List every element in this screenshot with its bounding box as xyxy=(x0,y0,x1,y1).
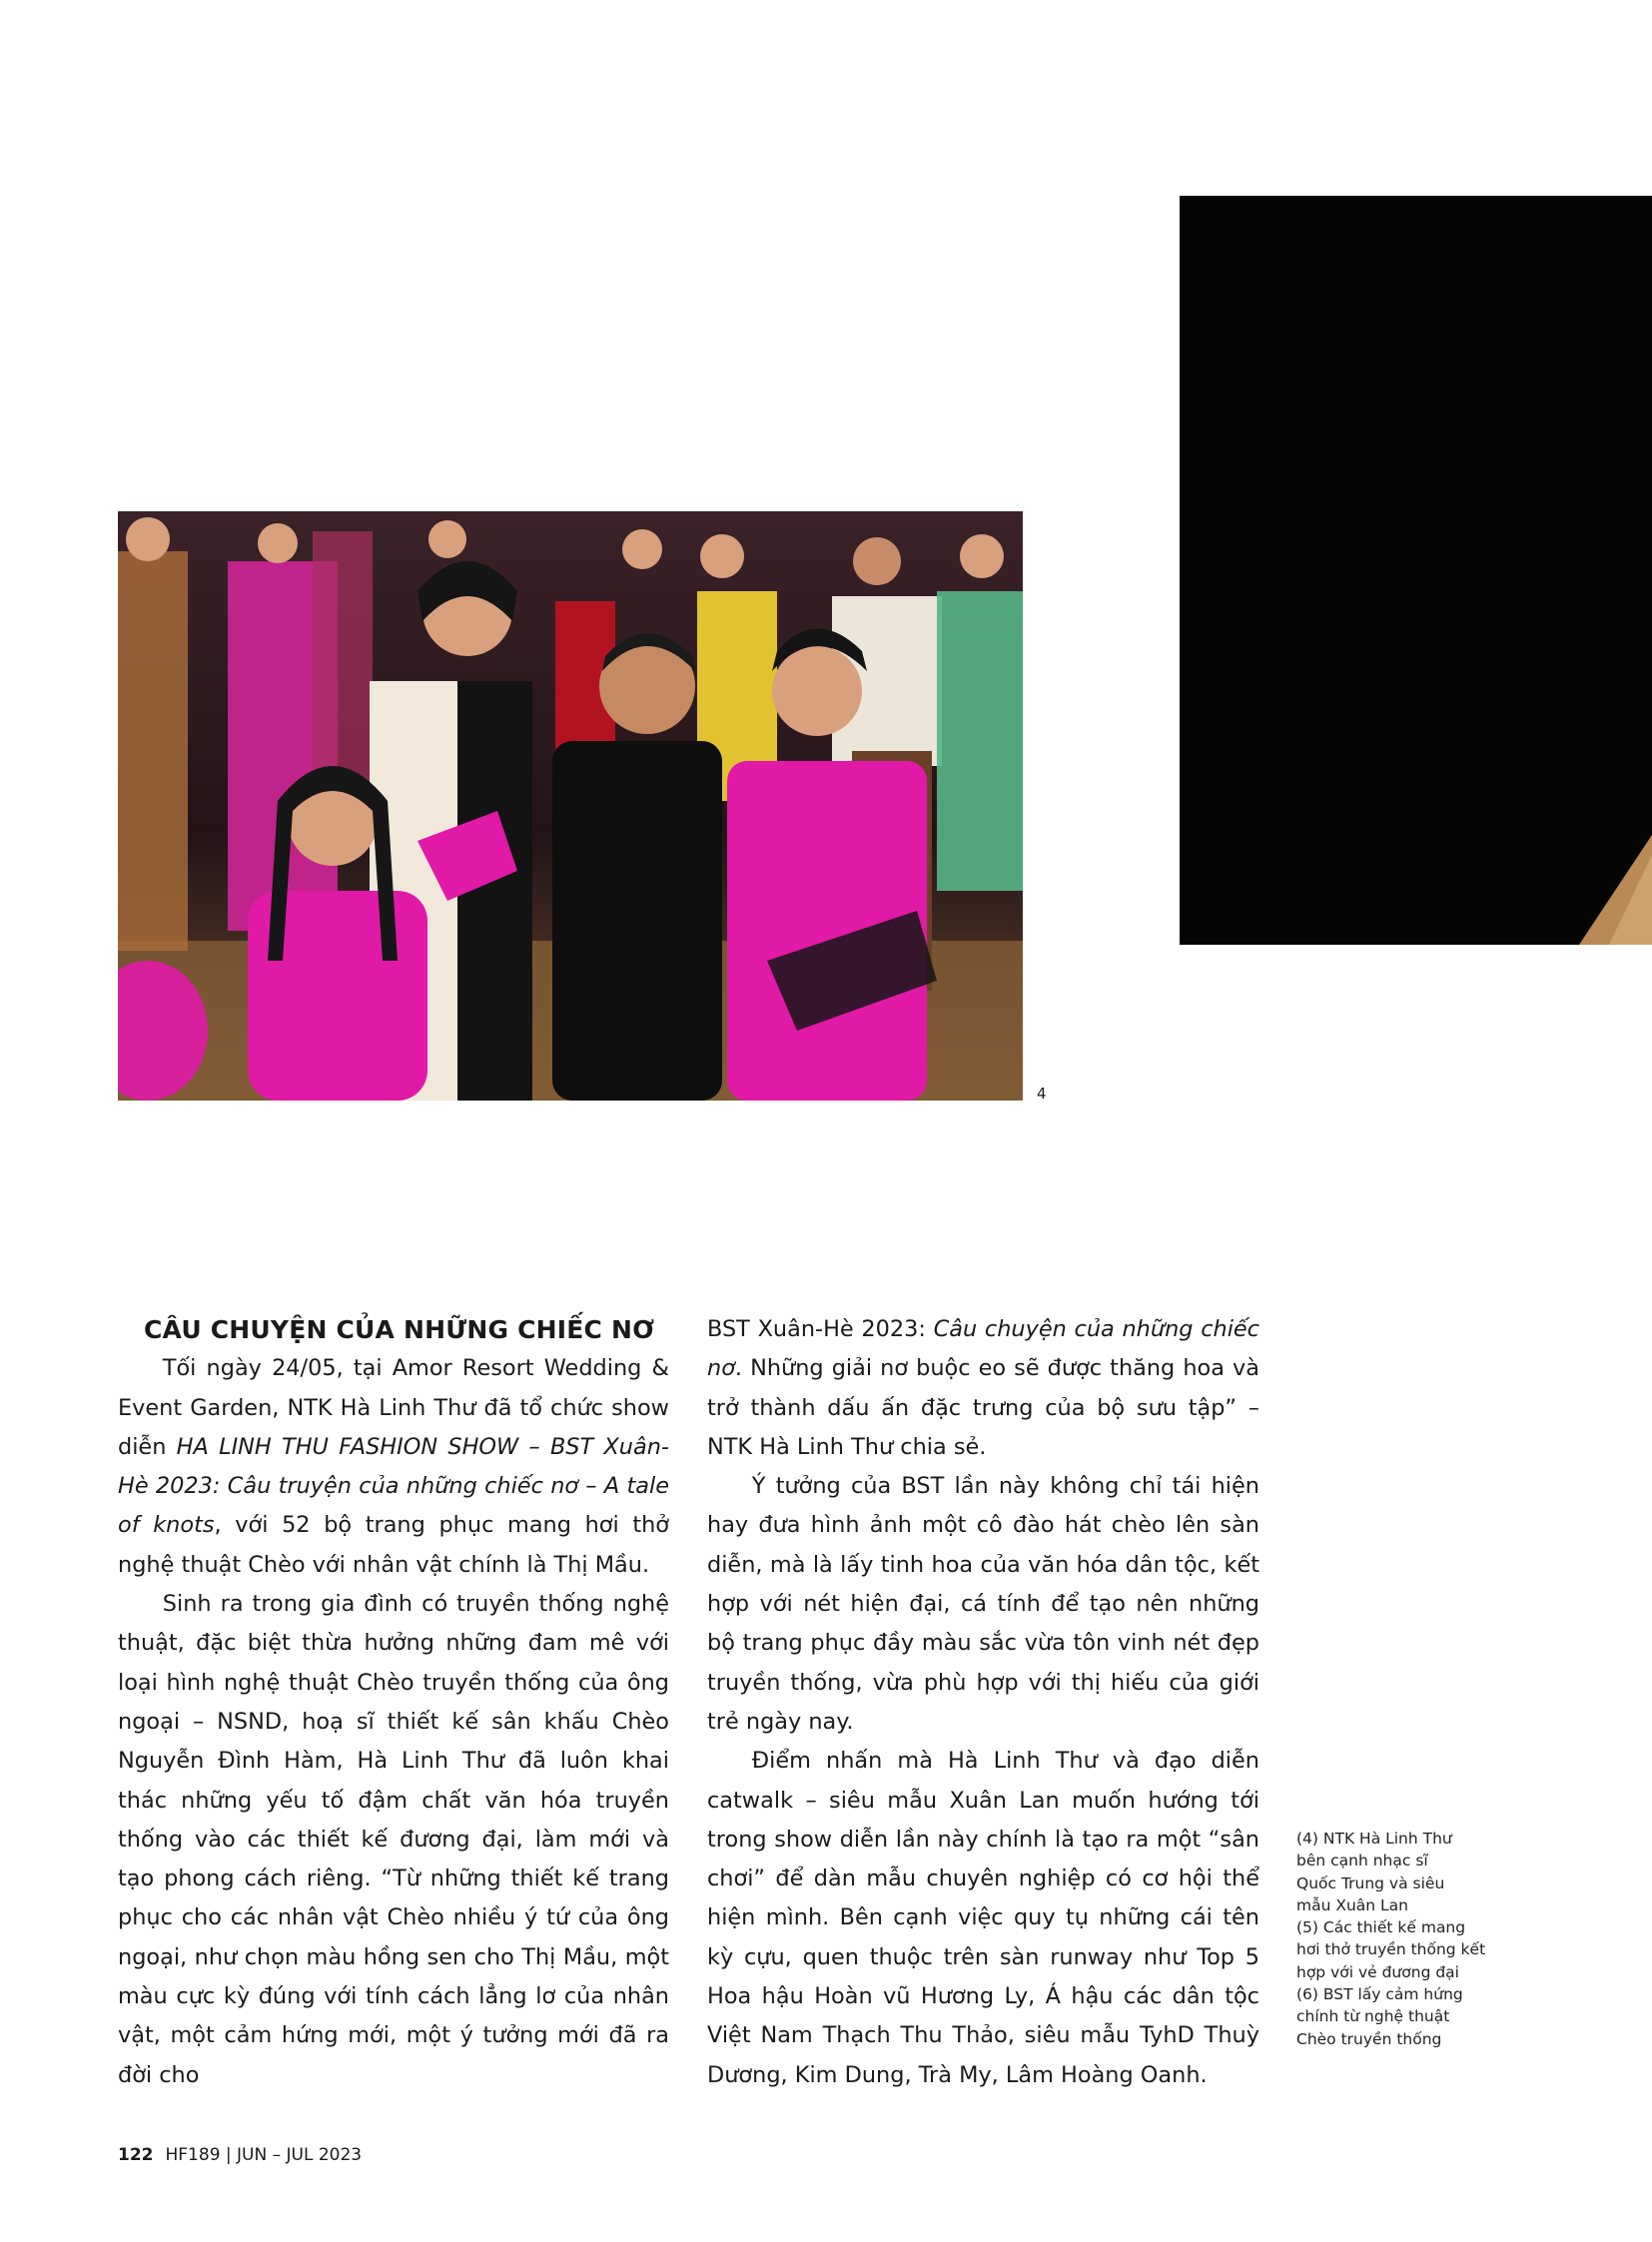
photo-4-number: 4 xyxy=(1037,1085,1047,1103)
page-footer xyxy=(118,2145,362,2165)
col1-p1-text-a: Tối ngày 24/05, tại Amor Resort Wedding & Event Garden, NTK Hà Linh Thư đã tổ chức show diễn xyxy=(118,1355,669,1460)
col2-p1-text-a: BST Xuân-Hè 2023: xyxy=(707,1316,934,1342)
col1-paragraph-2: Sinh ra trong gia đình có truyền thống nghệ thuật, đặc biệt thừa hưởng những đam mê với loại hình nghệ thuật Chèo truyền thống của ông ngoại – NSND, hoạ sĩ thiết kế sân khấu Chèo Nguyễn Đình Hàm, Hà Linh Thư đã luôn khai thác những yếu tố đậm chất văn hóa truyền thống vào các thiết kế đương đại, làm mới và tạo phong cách riêng. “Từ những thiết kế trang phục cho các nhân vật Chèo nhiều ý tứ của ông ngoại, như chọn màu hồng sen cho Thị Mầu, một màu cực kỳ đúng với tính cách lẳng lơ của nhân vật, một cảm hứng mới, một ý tưởng mới đã ra đời cho xyxy=(118,1591,669,2088)
issue-info: HF189 | JUN – JUL 2023 xyxy=(165,2145,363,2165)
col2-paragraph-3: Điểm nhấn mà Hà Linh Thư và đạo diễn catwalk – siêu mẫu Xuân Lan muốn hướng tới trong show diễn lần này chính là tạo ra một “sân chơi” để dàn mẫu chuyên nghiệp có cơ hội thể hiện mình. Bên cạnh việc quy tụ những cái tên kỳ cựu, quen thuộc trên sàn runway như Top 5 Hoa hậu Hoàn vũ Hương Ly, Á hậu các dân tộc Việt Nam Thạch Thu Thảo, siêu mẫu TyhD Thuỳ Dương, Kim Dung, Trà My, Lâm Hoàng Oanh. xyxy=(707,1748,1259,2088)
col2-p1-text-b: . Những giải nơ buộc eo sẽ được thăng hoa và trở thành dấu ấn đặc trưng của bộ sưu tập” – NTK Hà Linh Thư chia sẻ. xyxy=(707,1355,1259,1460)
article-photo-4 xyxy=(118,511,1023,1101)
page-number: 122 xyxy=(118,2145,154,2165)
col2-paragraph-1 xyxy=(707,1310,1259,1467)
article-title: CÂU CHUYỆN CỦA NHỮNG CHIẾC NƠ xyxy=(144,1315,655,1344)
caption-6: (6) BST lấy cảm hứng chính từ nghệ thuật Chèo truyền thống xyxy=(1296,1985,1463,2048)
photo-captions xyxy=(1296,1828,1501,2050)
article-column-2 xyxy=(707,1310,1259,2095)
col1-p1-italic: HA LINH THU FASHION SHOW – BST Xuân-Hè 2023: Câu truyện của những chiếc nơ – A tale of knots xyxy=(118,1433,669,1539)
caption-4: (4) NTK Hà Linh Thư bên cạnh nhạc sĩ Quốc Trung và siêu mẫu Xuân Lan xyxy=(1296,1830,1452,1914)
col2-paragraph-2: Ý tưởng của BST lần này không chỉ tái hiện hay đưa hình ảnh một cô đào hát chèo lên sàn diễn, mà là lấy tinh hoa của văn hóa dân tộc, kết hợp với nét hiện đại, cá tính để tạo nên những bộ trang phục đầy màu sắc vừa tôn vinh nét đẹp truyền thống, vừa phù hợp với thị hiếu của giới trẻ ngày nay. xyxy=(707,1473,1259,1735)
article-column-1 xyxy=(118,1310,669,2095)
article-photo-side xyxy=(1180,196,1652,945)
col1-p1-text-b: , với 52 bộ trang phục mang hơi thở nghệ thuật Chèo với nhân vật chính là Thị Mầu. xyxy=(118,1512,669,1578)
photo-side-illustration xyxy=(1180,196,1652,945)
col1-paragraph-1 xyxy=(118,1349,669,1585)
col2-p1-italic: Câu chuyện của những chiếc nơ xyxy=(707,1316,1259,1382)
photo-4-illustration xyxy=(118,511,1023,1101)
caption-5: (5) Các thiết kế mang hơi thở truyền thống kết hợp với vẻ đương đại xyxy=(1296,1918,1486,1981)
